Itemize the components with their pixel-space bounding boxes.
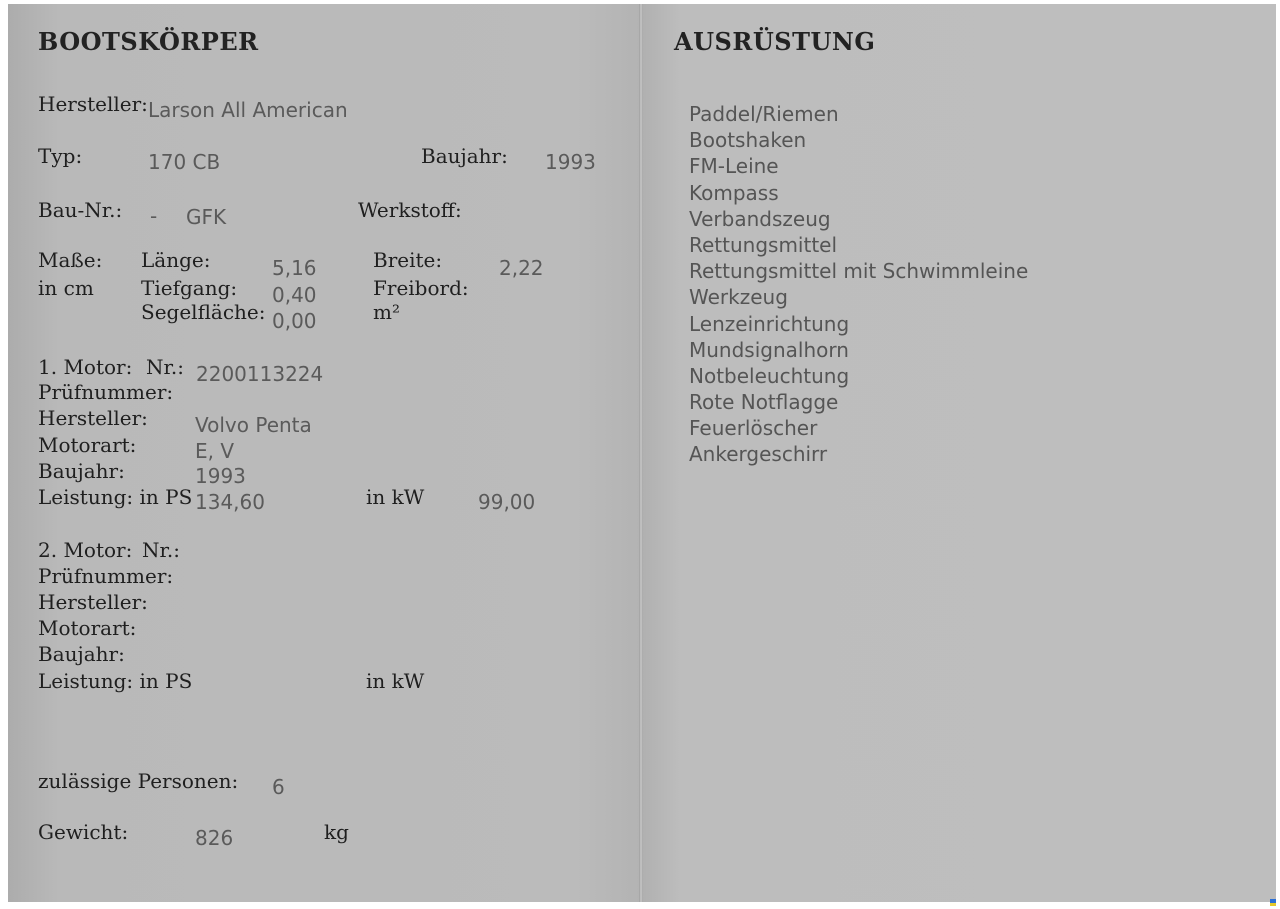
motor2-nr-label: Nr.:	[142, 538, 180, 562]
hersteller-value: Larson All American	[148, 98, 348, 122]
incm-label: in cm	[38, 276, 94, 300]
laenge-label: Länge:	[141, 248, 211, 272]
bootskoerper-heading: BOOTSKÖRPER	[38, 27, 259, 56]
motor1-kw-value: 99,00	[478, 490, 536, 514]
ausruestung-heading: AUSRÜSTUNG	[674, 27, 876, 56]
motor1-label: 1. Motor:	[38, 355, 133, 379]
segelflaeche-value: 0,00	[272, 309, 317, 333]
laenge-value: 5,16	[272, 256, 317, 280]
equipment-item: Kompass	[689, 180, 779, 205]
equipment-item: Rettungsmittel	[689, 232, 838, 257]
scan-corner-mark	[1270, 903, 1276, 906]
freibord-label: Freibord:	[373, 276, 469, 300]
motor1-baujahr-label: Baujahr:	[38, 459, 125, 483]
masse-label: Maße:	[38, 248, 103, 272]
equipment-item: Feuerlöscher	[689, 416, 818, 441]
motor2-leistung-label: Leistung: in PS	[38, 669, 193, 693]
equipment-item: Rote Notflagge	[689, 390, 839, 415]
tiefgang-label: Tiefgang:	[141, 276, 238, 300]
motor1-ps-value: 134,60	[195, 490, 265, 514]
motor2-pruefnummer-label: Prüfnummer:	[38, 564, 174, 588]
equipment-item: Bootshaken	[689, 128, 807, 153]
motor1-hersteller-label: Hersteller:	[38, 406, 148, 430]
gewicht-value: 826	[195, 826, 234, 850]
baunr-label: Bau-Nr.:	[38, 198, 123, 222]
tiefgang-value: 0,40	[272, 283, 317, 307]
werkstoff-label: Werkstoff:	[358, 198, 462, 222]
equipment-item: Mundsignalhorn	[689, 337, 849, 362]
motor2-baujahr-label: Baujahr:	[38, 642, 125, 666]
equipment-item: FM-Leine	[689, 154, 779, 179]
equipment-item: Paddel/Riemen	[689, 102, 839, 126]
motor1-baujahr-value: 1993	[195, 464, 246, 488]
segelflaeche-label: Segelfläche:	[141, 300, 266, 324]
baunr-value: -	[150, 204, 158, 228]
equipment-item: Notbeleuchtung	[689, 363, 850, 388]
equipment-list	[689, 101, 1028, 468]
equipment-item: Werkzeug	[689, 285, 788, 310]
motor1-nr-label: Nr.:	[146, 355, 184, 379]
motor1-kw-label: in kW	[366, 485, 425, 509]
motor1-nr-value: 2200113224	[196, 362, 324, 386]
gewicht-label: Gewicht:	[38, 820, 129, 844]
breite-label: Breite:	[373, 248, 443, 272]
motor2-hersteller-label: Hersteller:	[38, 590, 148, 614]
personen-value: 6	[272, 775, 285, 799]
motor1-hersteller-value: Volvo Penta	[195, 413, 312, 437]
equipment-item: Lenzeinrichtung	[689, 311, 850, 336]
motor1-pruefnummer-label: Prüfnummer:	[38, 380, 174, 404]
motor1-leistung-label: Leistung: in PS	[38, 485, 193, 509]
motor2-label: 2. Motor:	[38, 538, 133, 562]
typ-value: 170 CB	[148, 150, 221, 174]
personen-label: zulässige Personen:	[38, 769, 239, 793]
motor2-motorart-label: Motorart:	[38, 616, 137, 640]
m2-label: m²	[373, 300, 400, 324]
typ-label: Typ:	[38, 144, 83, 168]
page-fold	[639, 4, 643, 902]
hersteller-label: Hersteller:	[38, 92, 148, 116]
equipment-item: Ankergeschirr	[689, 442, 828, 467]
baujahr-value: 1993	[545, 150, 596, 174]
baujahr-label: Baujahr:	[421, 144, 508, 168]
kg-label: kg	[324, 820, 349, 844]
equipment-item: Verbandszeug	[689, 206, 831, 231]
breite-value: 2,22	[499, 256, 544, 280]
werkstoff-value: GFK	[186, 205, 227, 229]
motor1-motorart-value: E, V	[195, 439, 235, 463]
equipment-item: Rettungsmittel mit Schwimmleine	[689, 259, 1029, 284]
motor1-motorart-label: Motorart:	[38, 433, 137, 457]
motor2-kw-label: in kW	[366, 669, 425, 693]
